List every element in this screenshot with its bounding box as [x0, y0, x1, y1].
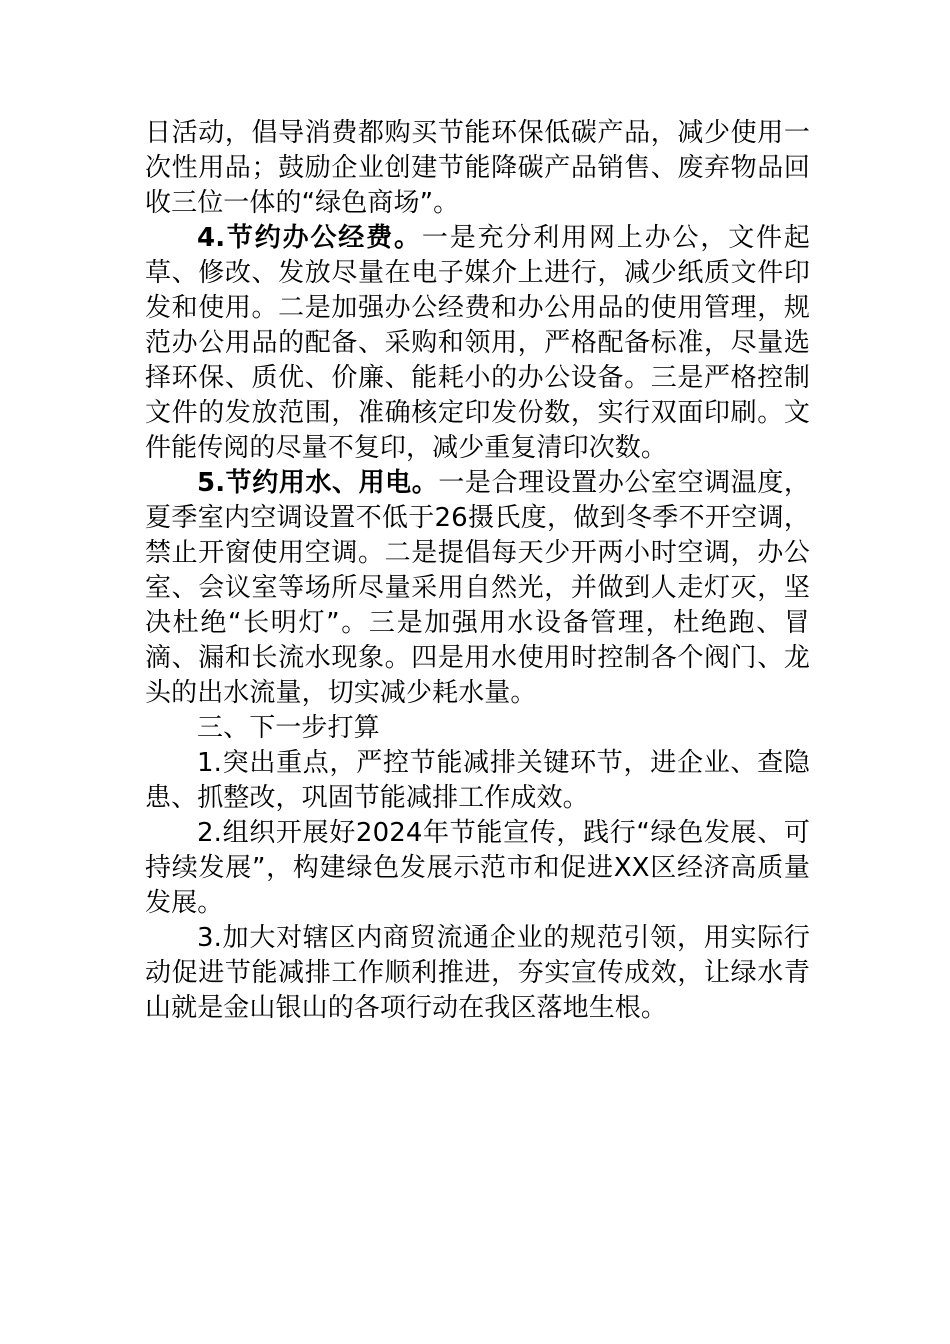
- document-body: [145, 116, 810, 1026]
- next-step-item-1: 1.突出重点，严控节能减排关键环节，进企业、查隐患、抓整改，巩固节能减排工作成效。: [145, 748, 810, 813]
- body-save-office-funds: 一是充分利用网上办公，文件起草、修改、发放尽量在电子媒介上进行，减少纸质文件印发和使用。二是加强办公经费和办公用品的使用管理，规范办公用品的配备、采购和领用，严格配备标准，尽量选择环保、质优、价廉、能耗小的办公设备。三是严格控制文件的发放范围，准确核定印发份数，实行双面印刷。文件能传阅的尽量不复印，减少重复清印次数。: [145, 223, 810, 463]
- section-title-next-steps: 三、下一步打算: [197, 713, 380, 743]
- heading-save-water-electricity: 5.节约用水、用电。: [197, 468, 439, 498]
- paragraph-continuation: 日活动，倡导消费都购买节能环保低碳产品，减少使用一次性用品；鼓励企业创建节能降碳产品销售、废弃物品回收三位一体的“绿色商场”。: [145, 118, 810, 218]
- next-step-item-2: 2.组织开展好2024年节能宣传，践行“绿色发展、可持续发展”，构建绿色发展示范市和促进XX区经济高质量发展。: [145, 818, 810, 918]
- heading-save-office-funds: 4.节约办公经费。: [197, 223, 422, 253]
- next-step-item-3: 3.加大对辖区内商贸流通企业的规范引领，用实际行动促进节能减排工作顺利推进，夯实宣传成效，让绿水青山就是金山银山的各项行动在我区落地生根。: [145, 923, 810, 1023]
- paragraph-save-office-funds: [145, 221, 810, 466]
- paragraph-save-water-electricity: [145, 466, 810, 711]
- body-save-water-electricity: 一是合理设置办公室空调温度，夏季室内空调设置不低于26摄氏度，做到冬季不开空调，禁止开窗使用空调。二是提倡每天少开两小时空调，办公室、会议室等场所尽量采用自然光，并做到人走灯灭，坚决杜绝“长明灯”。三是加强用水设备管理，杜绝跑、冒滴、漏和长流水现象。四是用水使用时控制各个阀门、龙头的出水流量，切实减少耗水量。: [145, 468, 811, 708]
